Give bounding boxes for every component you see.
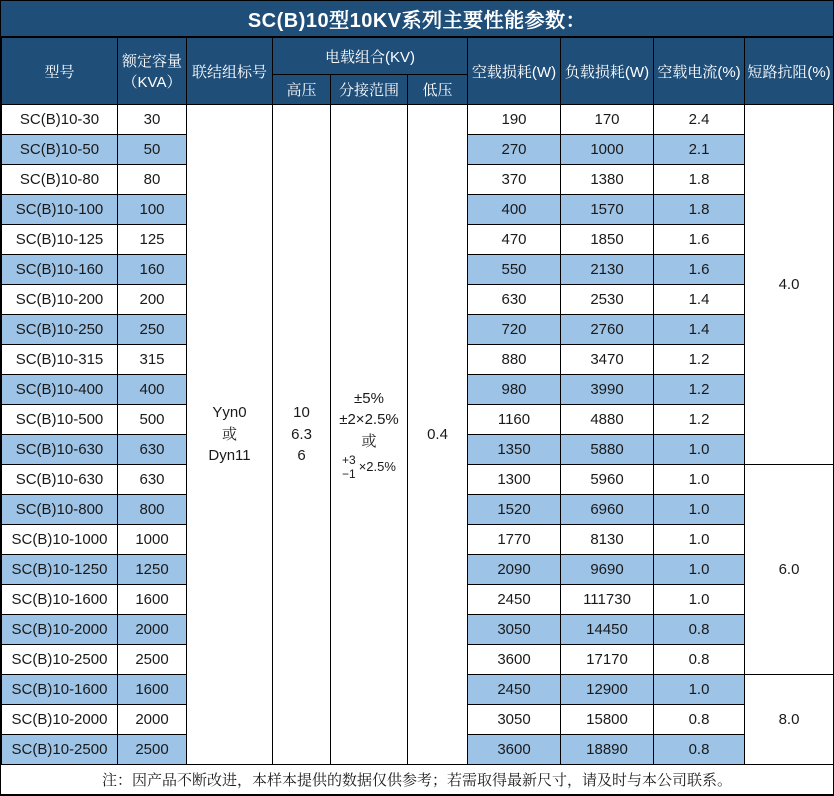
col-header-hv: 高压 (273, 75, 331, 105)
hv-voltage-cell (273, 105, 331, 765)
model-cell: SC(B)10-50 (2, 135, 118, 165)
merged.tap_lines-line: ±2×2.5% (339, 411, 399, 429)
merged.connection_lines-line: Yyn0 (212, 403, 247, 421)
capacity-cell: 2000 (118, 705, 187, 735)
no-load-loss-cell: 2090 (468, 555, 561, 585)
no-load-current-cell: 1.0 (654, 585, 745, 615)
no-load-loss-cell: 2450 (468, 675, 561, 705)
load-loss-cell: 3990 (561, 375, 654, 405)
no-load-current-cell: 2.1 (654, 135, 745, 165)
load-loss-cell: 14450 (561, 615, 654, 645)
impedance-group-cell: 4.0 (745, 105, 834, 465)
load-loss-cell: 9690 (561, 555, 654, 585)
no-load-loss-cell: 400 (468, 195, 561, 225)
model-cell: SC(B)10-500 (2, 405, 118, 435)
capacity-cell: 315 (118, 345, 187, 375)
capacity-cell: 2500 (118, 735, 187, 765)
no-load-loss-cell: 880 (468, 345, 561, 375)
model-cell: SC(B)10-100 (2, 195, 118, 225)
no-load-current-cell: 1.8 (654, 165, 745, 195)
model-cell: SC(B)10-200 (2, 285, 118, 315)
load-loss-cell: 170 (561, 105, 654, 135)
load-loss-cell: 1570 (561, 195, 654, 225)
capacity-cell: 100 (118, 195, 187, 225)
model-cell: SC(B)10-2000 (2, 705, 118, 735)
no-load-current-cell: 1.4 (654, 285, 745, 315)
load-loss-cell: 111730 (561, 585, 654, 615)
capacity-cell: 2500 (118, 645, 187, 675)
merged.tap_lines-line: ±5% (354, 389, 384, 407)
col-header-lv: 低压 (408, 75, 468, 105)
no-load-current-cell: 0.8 (654, 735, 745, 765)
capacity-cell: 125 (118, 225, 187, 255)
merged.hv_lines-line: 10 (293, 403, 310, 421)
no-load-loss-cell: 470 (468, 225, 561, 255)
no-load-loss-cell: 3600 (468, 735, 561, 765)
no-load-current-cell: 0.8 (654, 645, 745, 675)
no-load-current-cell: 1.0 (654, 465, 745, 495)
merged.connection_lines-line: 或 (221, 425, 237, 443)
col-header-voltage-group: 电载组合(KV) (273, 38, 468, 75)
table-body (2, 105, 834, 765)
no-load-current-cell: 1.2 (654, 345, 745, 375)
load-loss-cell: 5960 (561, 465, 654, 495)
model-cell: SC(B)10-1600 (2, 585, 118, 615)
col-header-connection: 联结组标号 (187, 38, 273, 105)
impedance-group-cell: 6.0 (745, 465, 834, 675)
model-cell: SC(B)10-2500 (2, 645, 118, 675)
no-load-loss-cell: 2450 (468, 585, 561, 615)
no-load-loss-cell: 3600 (468, 645, 561, 675)
capacity-header-line2: （KVA） (122, 74, 182, 91)
no-load-loss-cell: 630 (468, 285, 561, 315)
merged.connection_lines-line: Dyn11 (208, 447, 251, 465)
load-loss-cell: 6960 (561, 495, 654, 525)
no-load-current-cell: 0.8 (654, 705, 745, 735)
model-cell: SC(B)10-250 (2, 315, 118, 345)
capacity-cell: 200 (118, 285, 187, 315)
load-loss-cell: 1380 (561, 165, 654, 195)
no-load-current-cell: 2.4 (654, 105, 745, 135)
no-load-loss-cell: 1520 (468, 495, 561, 525)
col-header-load-loss: 负载损耗(W) (561, 38, 654, 105)
table-header (2, 38, 834, 105)
no-load-current-cell: 1.6 (654, 225, 745, 255)
impedance-group-cell: 8.0 (745, 675, 834, 765)
tap-range-cell (331, 105, 408, 765)
no-load-current-cell: 1.4 (654, 315, 745, 345)
capacity-cell: 400 (118, 375, 187, 405)
model-cell: SC(B)10-160 (2, 255, 118, 285)
capacity-cell: 1250 (118, 555, 187, 585)
capacity-cell: 80 (118, 165, 187, 195)
model-cell: SC(B)10-1000 (2, 525, 118, 555)
spec-table (1, 37, 834, 765)
no-load-current-cell: 1.0 (654, 675, 745, 705)
merged.hv_lines-line: 6 (297, 447, 306, 465)
capacity-cell: 500 (118, 405, 187, 435)
model-cell: SC(B)10-800 (2, 495, 118, 525)
no-load-loss-cell: 370 (468, 165, 561, 195)
load-loss-cell: 5880 (561, 435, 654, 465)
col-header-capacity (118, 38, 187, 105)
no-load-loss-cell: 3050 (468, 615, 561, 645)
no-load-current-cell: 1.2 (654, 375, 745, 405)
no-load-loss-cell: 980 (468, 375, 561, 405)
load-loss-cell: 2130 (561, 255, 654, 285)
model-cell: SC(B)10-400 (2, 375, 118, 405)
no-load-loss-cell: 550 (468, 255, 561, 285)
capacity-cell: 1000 (118, 525, 187, 555)
header-row-1 (2, 38, 834, 75)
no-load-current-cell: 0.8 (654, 615, 745, 645)
no-load-current-cell: 1.0 (654, 495, 745, 525)
capacity-cell: 50 (118, 135, 187, 165)
capacity-cell: 1600 (118, 585, 187, 615)
model-cell: SC(B)10-80 (2, 165, 118, 195)
model-cell: SC(B)10-1250 (2, 555, 118, 585)
capacity-cell: 30 (118, 105, 187, 135)
load-loss-cell: 18890 (561, 735, 654, 765)
load-loss-cell: 4880 (561, 405, 654, 435)
capacity-cell: 1600 (118, 675, 187, 705)
no-load-loss-cell: 1770 (468, 525, 561, 555)
no-load-loss-cell: 1350 (468, 435, 561, 465)
col-header-tap-range: 分接范围 (331, 75, 408, 105)
no-load-loss-cell: 270 (468, 135, 561, 165)
capacity-cell: 630 (118, 465, 187, 495)
col-header-no-load-loss: 空载损耗(W) (468, 38, 561, 105)
table-row (2, 105, 834, 135)
load-loss-cell: 2530 (561, 285, 654, 315)
model-cell: SC(B)10-315 (2, 345, 118, 375)
model-cell: SC(B)10-1600 (2, 675, 118, 705)
no-load-loss-cell: 3050 (468, 705, 561, 735)
model-cell: SC(B)10-2000 (2, 615, 118, 645)
connection-group-cell (187, 105, 273, 765)
page-title: SC(B)10型10KV系列主要性能参数： (1, 1, 833, 37)
model-cell: SC(B)10-2500 (2, 735, 118, 765)
no-load-current-cell: 1.8 (654, 195, 745, 225)
merged.tap_lines-line: 或 (361, 433, 377, 451)
merged.hv_lines-line: 6.3 (291, 425, 312, 443)
load-loss-cell: 8130 (561, 525, 654, 555)
no-load-current-cell: 1.0 (654, 435, 745, 465)
load-loss-cell: 15800 (561, 705, 654, 735)
col-header-impedance: 短路抗阻(%) (745, 38, 834, 105)
capacity-cell: 800 (118, 495, 187, 525)
no-load-loss-cell: 1300 (468, 465, 561, 495)
lv-voltage-cell: 0.4 (408, 105, 468, 765)
capacity-cell: 2000 (118, 615, 187, 645)
capacity-cell: 250 (118, 315, 187, 345)
load-loss-cell: 12900 (561, 675, 654, 705)
capacity-cell: 160 (118, 255, 187, 285)
model-cell: SC(B)10-630 (2, 435, 118, 465)
no-load-current-cell: 1.0 (654, 555, 745, 585)
load-loss-cell: 3470 (561, 345, 654, 375)
no-load-loss-cell: 190 (468, 105, 561, 135)
load-loss-cell: 2760 (561, 315, 654, 345)
no-load-loss-cell: 1160 (468, 405, 561, 435)
model-cell: SC(B)10-630 (2, 465, 118, 495)
no-load-current-cell: 1.6 (654, 255, 745, 285)
tap-stacked-notation: +3 −1 ×2.5% (342, 452, 396, 481)
no-load-current-cell: 1.0 (654, 525, 745, 555)
load-loss-cell: 17170 (561, 645, 654, 675)
col-header-no-load-current: 空载电流(%) (654, 38, 745, 105)
model-cell: SC(B)10-30 (2, 105, 118, 135)
col-header-model: 型号 (2, 38, 118, 105)
capacity-header-line1: 额定容量 (121, 53, 182, 70)
capacity-cell: 630 (118, 435, 187, 465)
no-load-current-cell: 1.2 (654, 405, 745, 435)
footer-note: 注：因产品不断改进，本样本提供的数据仅供参考；若需取得最新尺寸，请及时与本公司联系。 (1, 765, 833, 794)
load-loss-cell: 1000 (561, 135, 654, 165)
model-cell: SC(B)10-125 (2, 225, 118, 255)
no-load-loss-cell: 720 (468, 315, 561, 345)
load-loss-cell: 1850 (561, 225, 654, 255)
